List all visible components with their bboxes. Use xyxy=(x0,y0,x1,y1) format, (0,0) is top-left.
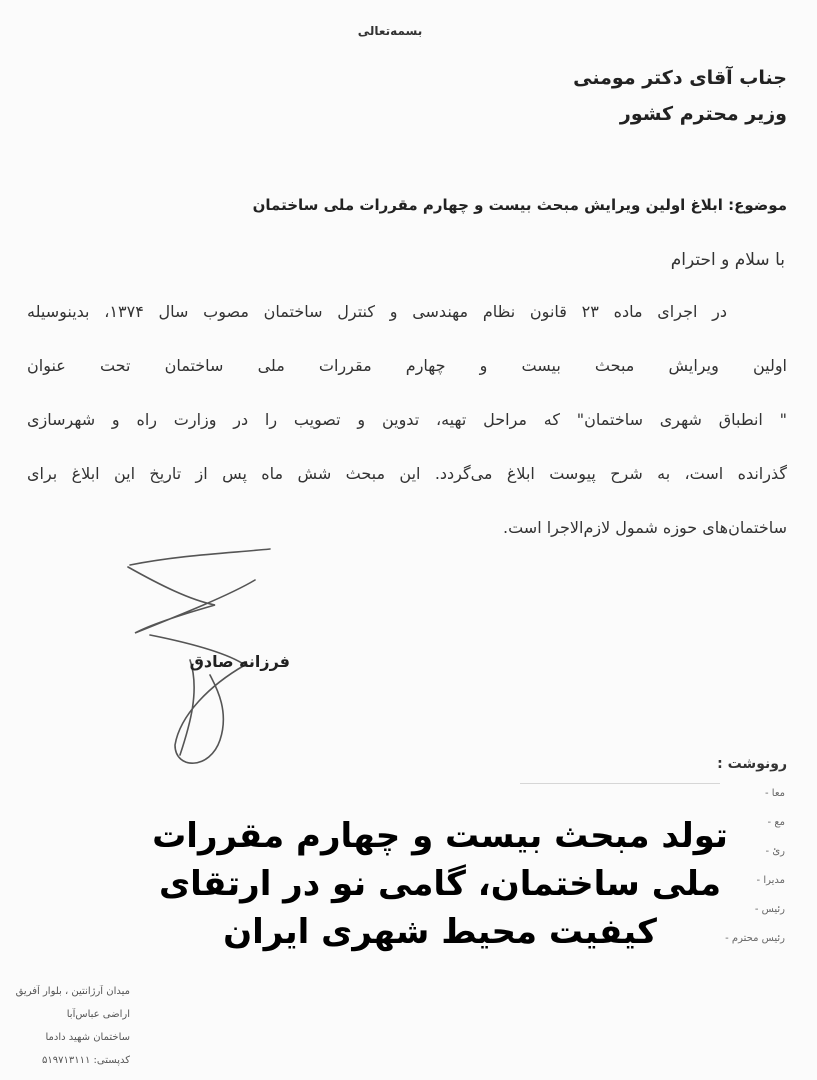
cc-item: مع - xyxy=(685,816,785,845)
body-line: " انطباق شهری ساختمان" که مراحل تهیه، تدوین و تصویب را در وزارت راه و شهرسازی xyxy=(27,410,787,429)
footer-line: کدپستی: ۵۱۹۷۱۳۱۱۱ xyxy=(42,1055,130,1066)
headline-overlay xyxy=(140,812,740,956)
cc-item: معا - xyxy=(685,787,785,816)
divider xyxy=(520,783,720,784)
body-line: ساختمان‌های حوزه شمول لازم‌الاجرا است. xyxy=(502,518,787,537)
footer-line: ساختمان شهید دادما xyxy=(45,1032,130,1043)
cc-item: رئیس محترم - xyxy=(685,932,785,961)
addressee-block xyxy=(427,60,787,132)
letter-subject: موضوع: ابلاغ اولین ویرایش مبحث بیست و چهارم مقررات ملی ساختمان xyxy=(252,196,787,214)
cc-item: رئ - xyxy=(685,845,785,874)
headline-line: ملی ساختمان، گامی نو در ارتقای xyxy=(158,864,722,904)
body-line: گذرانده است، به شرح پیوست ابلاغ می‌گردد. این مبحث شش ماه پس از تاریخ این ابلاغ برای xyxy=(27,464,787,483)
footer-line: اراضی عباس‌آبا xyxy=(66,1009,130,1020)
letter-greeting: با سلام و احترام xyxy=(670,250,785,270)
body-line: در اجرای ماده ۲۳ قانون نظام مهندسی و کنترل ساختمان مصوب سال ۱۳۷۴، بدینوسیله xyxy=(27,302,727,321)
footer-line: میدان آرژانتین ، بلوار آفریق xyxy=(15,986,130,997)
headline-line: کیفیت محیط شهری ایران xyxy=(223,912,657,952)
headline-line: تولد مبحث بیست و چهارم مقررات xyxy=(152,816,728,856)
body-line: اولین ویرایش مبحث بیست و چهارم مقررات ملی ساختمان تحت عنوان xyxy=(27,356,787,375)
letter-body xyxy=(27,300,787,570)
cc-item: رئیس - xyxy=(685,903,785,932)
letter-footer-address xyxy=(0,985,130,1077)
signatory-name: فرزانه صادق xyxy=(189,652,290,671)
addressee-name: جناب آقای دکتر مومنی xyxy=(573,67,787,89)
addressee-title: وزیر محترم کشور xyxy=(619,103,787,125)
cc-label: رونوشت : xyxy=(717,756,787,772)
cc-item: مدیرا - xyxy=(685,874,785,903)
letter-heading: بسمه‌تعالی xyxy=(357,24,423,38)
